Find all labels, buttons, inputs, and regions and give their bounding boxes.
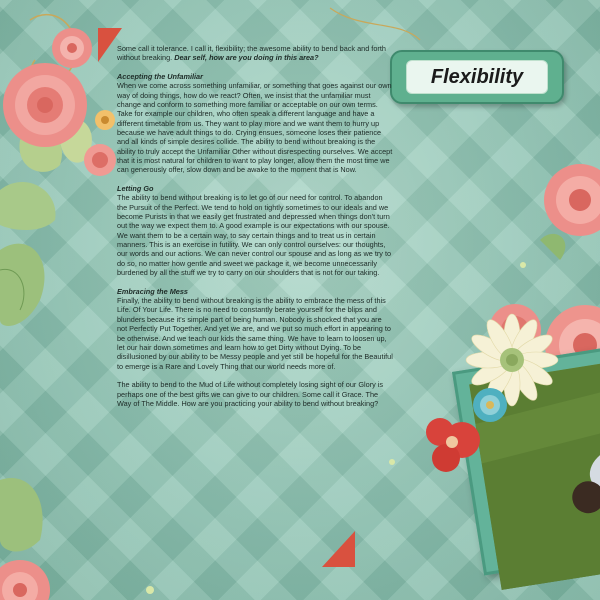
section-body: Finally, the ability to bend without breaking is the ability to embrace the mess of this Life. Of Your Life. There is no need to constantly berate yourself for the blips and blunders because it's simple part of being human. Nobody is shocked that you are not Perfectly Put Together. And yet we are, and we put so much effort in appearing to be otherwise. And we teach our kids the same thing. We have to learn to loosen up, let our hair down sometimes and learn how to get Dirty without Dying. To be disillusioned by our ability to be Messy people and yet still be hopeful for the Beautiful to emerge is a Rare and Lovely Thing that our world needs more of. — [117, 296, 393, 371]
page-title: Flexibility — [430, 65, 524, 88]
intro-paragraph — [117, 44, 393, 63]
red-fabric-flower — [426, 418, 480, 472]
closing-paragraph: The ability to bend to the Mud of Life without completely losing sight of our Glory is perhaps one of the best gifts we can give to our children. Some call it Grace. The Way of The Middle. How are you practicing your ability to bend without breaking? — [117, 380, 384, 408]
title-tag — [390, 50, 564, 104]
section-heading: Embracing the Mess — [117, 286, 188, 296]
intro-text: Some call it tolerance. I call it, flexibility; the awesome ability to bend back and forth without breaking. — [117, 44, 386, 63]
section-body: The ability to bend without breaking is to let go of our need for control. To abandon the Pursuit of the Perfect. We tend to hold on tightly sometimes to our ideals and we become Purists in that we easily get frustrated and depressed when things don't turn out the way we expect them to. A good example is our expectations with our spouse. We want them to be a certain way, to say certain things and to treat us in certain manners. This is an exercise in futility. We can only control ourselves: our thoughts, our words and our actions. We can never control our spouse and as long as we try to do so, no matter how gentle and sweet we package it, we become unnecessarily burdened by all the stuff we try to carry on our shoulders that is not for our taking. — [117, 193, 392, 278]
section-accepting — [117, 72, 393, 175]
title-label — [406, 60, 548, 94]
section-body: When we come across something unfamiliar, or something that goes against our own way of doing things, how do we react? Often, we insist that the unfamiliar must change and conform to something more familiar or acceptable on our own terms. Take for example our children, who often speak a different language and have a different timetable from us. They want to play more and we want them to hurry up because we have adult things to do. Crying ensues, someone loses their patience and all kinds of simple desires collide. The ability to bend without breaking is the ability to truly accept the Unfamiliar Other without disrespecting ourselves. We accept that it is most natural for children to want to play longer, allow them the most time we can generously offer, slow down and be awake to the moment that is Now. — [117, 81, 393, 175]
intro-emphasis: Dear self, how are you doing in this area? — [174, 53, 319, 63]
section-heading: Accepting the Unfamiliar — [117, 71, 203, 81]
section-embracing — [117, 287, 393, 371]
journal-text — [117, 44, 393, 418]
section-letting-go — [117, 184, 393, 277]
teal-flower — [473, 388, 507, 422]
section-heading: Letting Go — [117, 184, 154, 194]
